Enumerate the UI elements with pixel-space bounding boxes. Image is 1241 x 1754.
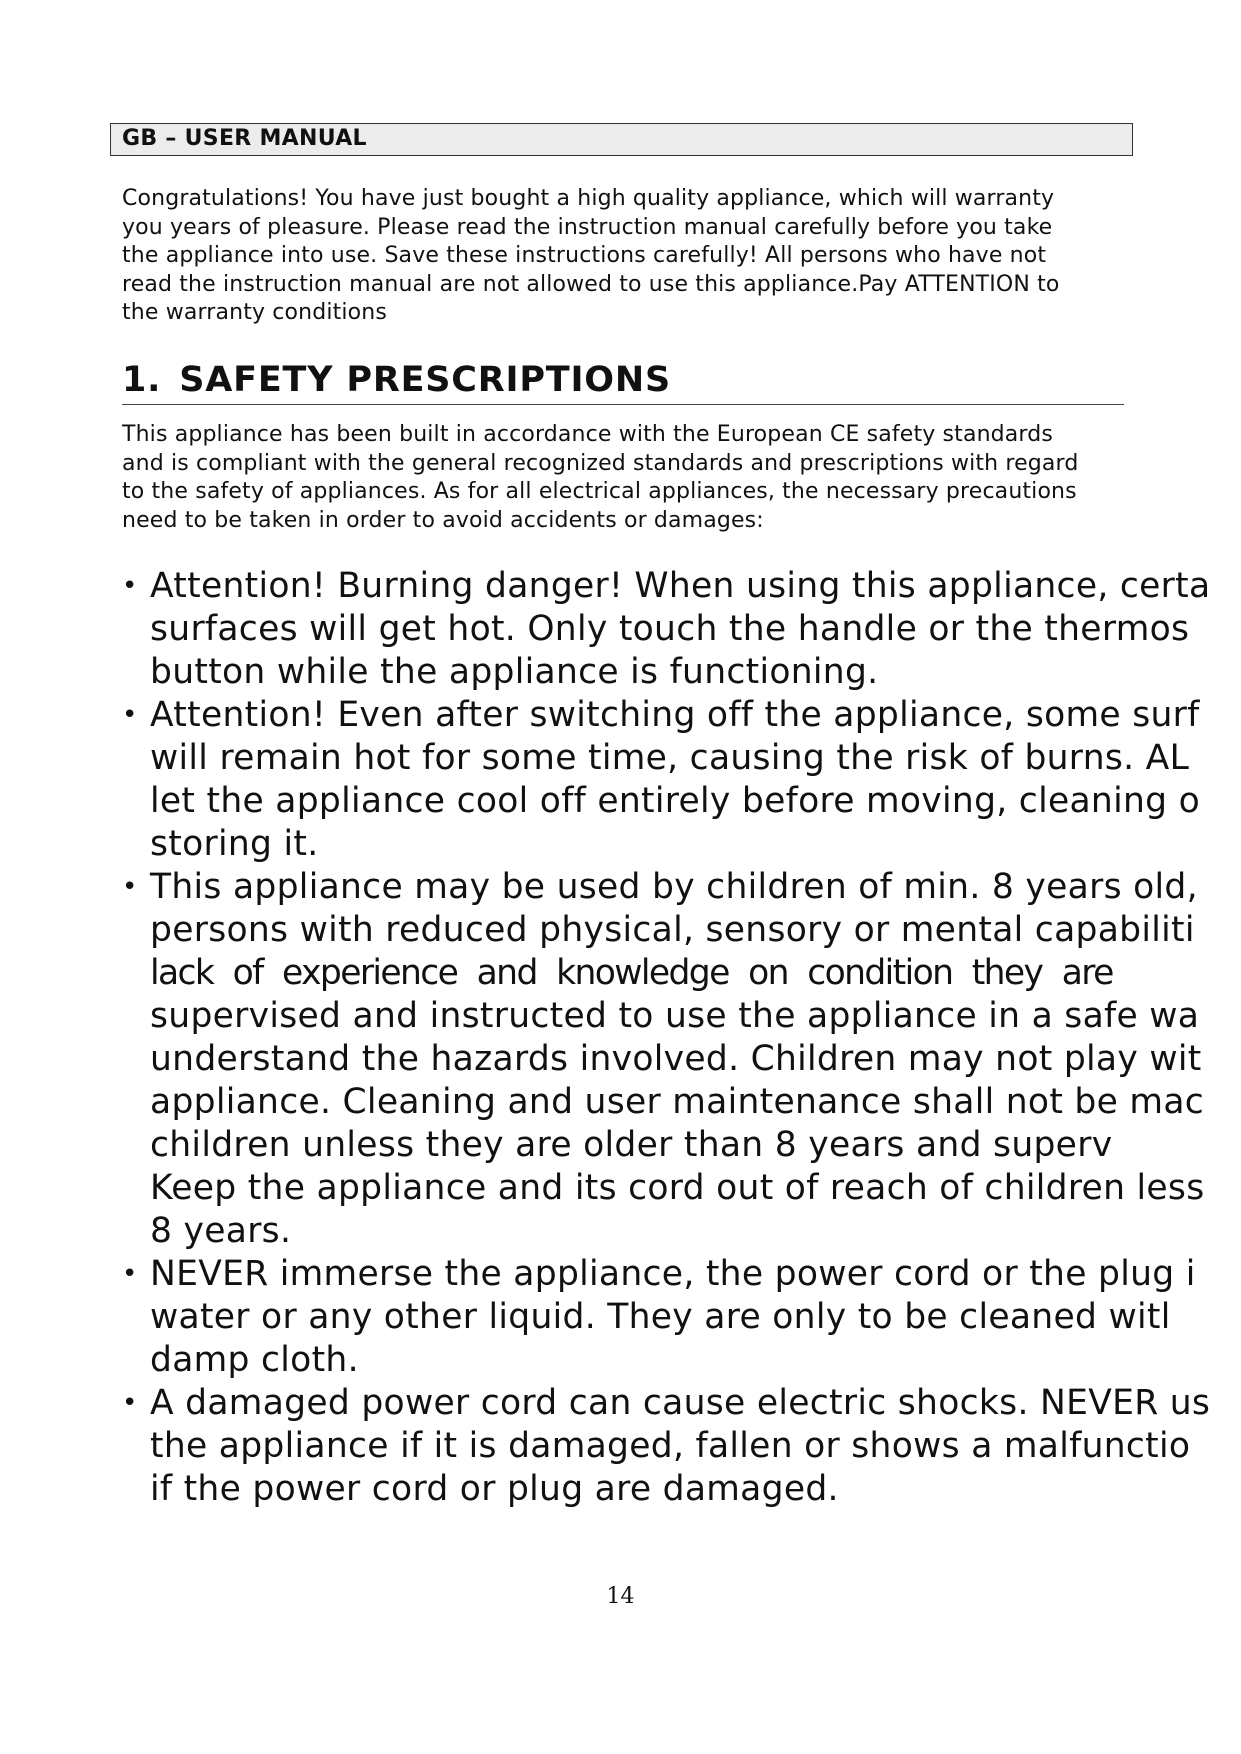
bullet-dot-icon: • bbox=[122, 872, 138, 902]
section-title: SAFETY PRESCRIPTIONS bbox=[179, 360, 671, 400]
bullet-line: will remain hot for some time, causing the risk of burns. AL bbox=[150, 738, 1190, 778]
safety-bullet bbox=[0, 866, 1241, 1253]
bullet-line: Attention! Burning danger! When using this appliance, certa bbox=[150, 566, 1211, 606]
page-number: 14 bbox=[606, 1584, 635, 1609]
safety-bullet bbox=[0, 1253, 1241, 1382]
bullet-line: Keep the appliance and its cord out of reach of children less bbox=[150, 1168, 1205, 1208]
safety-intro-line: need to be taken in order to avoid accidents or damages: bbox=[122, 507, 764, 533]
intro-line: you years of pleasure. Please read the instruction manual carefully before you take bbox=[122, 214, 1053, 240]
bullet-line: let the appliance cool off entirely before moving, cleaning o bbox=[150, 781, 1201, 821]
bullet-line: button while the appliance is functioning. bbox=[150, 652, 879, 692]
bullet-line: water or any other liquid. They are only to be cleaned witl bbox=[150, 1297, 1171, 1337]
safety-intro-paragraph bbox=[122, 421, 1132, 535]
bullet-line: children unless they are older than 8 years and superv bbox=[150, 1125, 1113, 1165]
safety-intro-line: and is compliant with the general recognized standards and prescriptions with regard bbox=[122, 450, 1079, 476]
bullet-line: A damaged power cord can cause electric shocks. NEVER us bbox=[150, 1383, 1211, 1423]
bullet-line: damp cloth. bbox=[150, 1340, 359, 1380]
bullet-line: persons with reduced physical, sensory or mental capabiliti bbox=[150, 910, 1195, 950]
bullet-line: the appliance if it is damaged, fallen or shows a malfunctio bbox=[150, 1426, 1191, 1466]
manual-header-title: GB – USER MANUAL bbox=[122, 126, 367, 151]
safety-intro-line: This appliance has been built in accordance with the European CE safety standards bbox=[122, 422, 1053, 447]
intro-line: Congratulations! You have just bought a high quality appliance, which will warranty bbox=[122, 186, 1055, 211]
bullet-line: 8 years. bbox=[150, 1211, 292, 1251]
manual-header bbox=[110, 123, 1133, 156]
bullet-line: surfaces will get hot. Only touch the handle or the thermos bbox=[150, 609, 1190, 649]
section-number: 1. bbox=[122, 360, 162, 400]
bullet-line: This appliance may be used by children of min. 8 years old, bbox=[150, 867, 1198, 907]
bullet-line: Attention! Even after switching off the appliance, some surf bbox=[150, 695, 1200, 735]
safety-bullet-list bbox=[0, 565, 1241, 1525]
bullet-line: lack of experience and knowledge on condition they are bbox=[150, 953, 1113, 993]
bullet-line: understand the hazards involved. Children may not play wit bbox=[150, 1039, 1202, 1079]
intro-line: the warranty conditions bbox=[122, 300, 387, 325]
safety-intro-line: to the safety of appliances. As for all electrical appliances, the necessary precautions bbox=[122, 479, 1077, 504]
intro-paragraph bbox=[122, 185, 1132, 328]
safety-bullet bbox=[0, 565, 1241, 694]
bullet-line: if the power cord or plug are damaged. bbox=[150, 1469, 839, 1509]
bullet-line: storing it. bbox=[150, 824, 319, 864]
bullet-dot-icon: • bbox=[122, 571, 138, 601]
bullet-dot-icon: • bbox=[122, 1388, 138, 1418]
safety-bullet bbox=[0, 694, 1241, 866]
safety-bullet bbox=[0, 1382, 1241, 1511]
bullet-line: supervised and instructed to use the appliance in a safe wa bbox=[150, 996, 1200, 1036]
intro-line: the appliance into use. Save these instructions carefully! All persons who have not bbox=[122, 243, 1047, 268]
bullet-line: NEVER immerse the appliance, the power cord or the plug i bbox=[150, 1254, 1196, 1294]
bullet-dot-icon: • bbox=[122, 700, 138, 730]
section-heading bbox=[122, 358, 1124, 405]
intro-line: read the instruction manual are not allowed to use this appliance.Pay ATTENTION to bbox=[122, 271, 1060, 297]
bullet-line: appliance. Cleaning and user maintenance shall not be mac bbox=[150, 1082, 1205, 1122]
bullet-dot-icon: • bbox=[122, 1259, 138, 1289]
